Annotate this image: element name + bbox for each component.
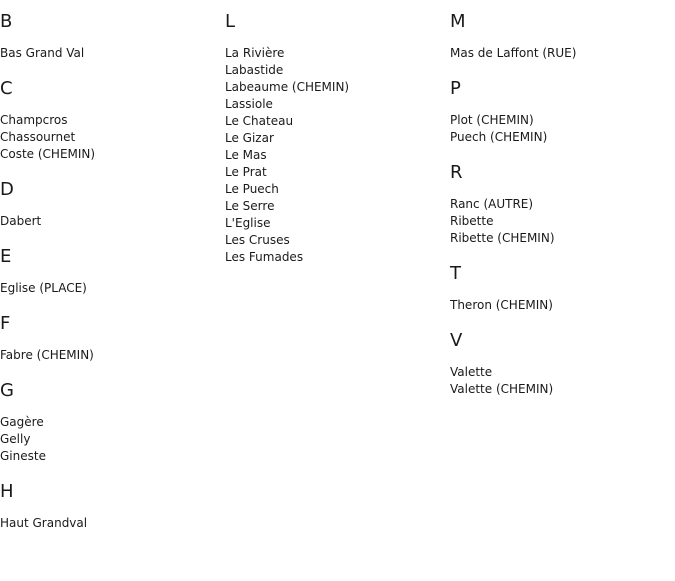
letter-group — [225, 11, 349, 266]
street-list-item[interactable]: Puech (CHEMIN) — [450, 130, 548, 144]
section-letter-heading: P — [450, 78, 461, 99]
street-list — [450, 196, 576, 247]
column-1 — [0, 0, 95, 548]
street-list-item[interactable]: Ribette — [450, 214, 494, 228]
letter-group — [0, 78, 95, 163]
letter-group — [0, 179, 95, 230]
street-list-item[interactable]: Theron (CHEMIN) — [450, 298, 553, 312]
letter-group — [0, 380, 95, 465]
street-list — [0, 45, 95, 62]
street-list — [450, 364, 576, 398]
street-list-item[interactable]: Ranc (AUTRE) — [450, 197, 534, 211]
section-letter-heading: C — [0, 78, 13, 99]
street-list — [0, 347, 95, 364]
street-list-item[interactable]: Gineste — [0, 449, 46, 463]
letter-group — [0, 313, 95, 364]
column-3 — [450, 0, 576, 414]
street-list-item[interactable]: Le Puech — [225, 182, 279, 196]
letter-group — [450, 263, 576, 314]
street-list-item[interactable]: Le Chateau — [225, 114, 294, 128]
section-letter-heading: F — [0, 313, 11, 334]
section-letter-heading: D — [0, 179, 14, 200]
street-list-item[interactable]: Fabre (CHEMIN) — [0, 348, 94, 362]
street-list-item[interactable]: L'Eglise — [225, 216, 271, 230]
street-list-item[interactable]: Gelly — [0, 432, 31, 446]
letter-group — [450, 162, 576, 247]
street-list-item[interactable]: Gagère — [0, 415, 44, 429]
section-letter-heading: M — [450, 11, 466, 32]
street-list — [450, 112, 576, 146]
letter-group — [0, 481, 95, 532]
street-list — [0, 515, 95, 532]
street-list — [0, 112, 95, 163]
street-list-item[interactable]: Bas Grand Val — [0, 46, 85, 60]
letter-group — [450, 78, 576, 146]
section-letter-heading: E — [0, 246, 12, 267]
street-list-item[interactable]: Le Serre — [225, 199, 275, 213]
section-letter-heading: L — [225, 11, 236, 32]
section-letter-heading: H — [0, 481, 14, 502]
street-list-item[interactable]: Plot (CHEMIN) — [450, 113, 534, 127]
street-list — [225, 45, 349, 266]
section-letter-heading: B — [0, 11, 13, 32]
street-list-item[interactable]: Les Fumades — [225, 250, 304, 264]
letter-group — [0, 246, 95, 297]
street-list-item[interactable]: Champcros — [0, 113, 68, 127]
section-letter-heading: G — [0, 380, 14, 401]
section-letter-heading: R — [450, 162, 463, 183]
street-list — [0, 414, 95, 465]
street-list — [450, 45, 576, 62]
street-list-item[interactable]: Lassiole — [225, 97, 273, 111]
street-list — [0, 213, 95, 230]
letter-group — [0, 11, 95, 62]
street-list-item[interactable]: Valette (CHEMIN) — [450, 382, 554, 396]
letter-group — [450, 11, 576, 62]
section-letter-heading: T — [450, 263, 461, 284]
street-list-item[interactable]: La Rivière — [225, 46, 285, 60]
street-list-item[interactable]: Dabert — [0, 214, 42, 228]
street-list-item[interactable]: Valette — [450, 365, 493, 379]
street-list-item[interactable]: Coste (CHEMIN) — [0, 147, 96, 161]
street-list-item[interactable]: Haut Grandval — [0, 516, 88, 530]
street-list-item[interactable]: Le Gizar — [225, 131, 274, 145]
letter-group — [450, 330, 576, 398]
section-letter-heading: V — [450, 330, 463, 351]
street-list-item[interactable]: Chassournet — [0, 130, 76, 144]
street-list — [0, 280, 95, 297]
street-list-item[interactable]: Ribette (CHEMIN) — [450, 231, 555, 245]
street-list-item[interactable]: Mas de Laffont (RUE) — [450, 46, 577, 60]
street-list-item[interactable]: Le Prat — [225, 165, 267, 179]
street-list — [450, 297, 576, 314]
street-list-item[interactable]: Eglise (PLACE) — [0, 281, 87, 295]
street-list-item[interactable]: Le Mas — [225, 148, 267, 162]
street-list-item[interactable]: Labeaume (CHEMIN) — [225, 80, 350, 94]
street-list-item[interactable]: Les Cruses — [225, 233, 290, 247]
street-list-item[interactable]: Labastide — [225, 63, 284, 77]
column-2 — [225, 0, 349, 282]
